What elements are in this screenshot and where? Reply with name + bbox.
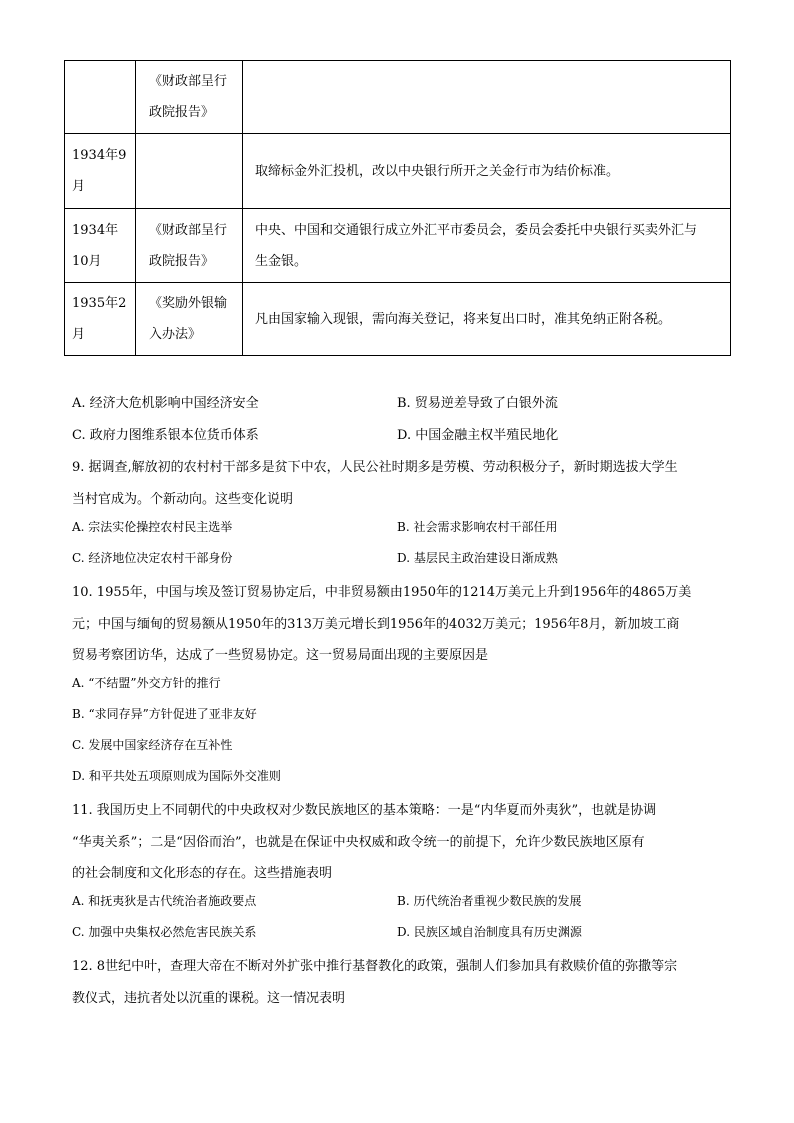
q9-option-d[interactable]: D. 基层民主政治建设日渐成熟 xyxy=(397,551,558,565)
history-table xyxy=(64,60,731,356)
q8-option-c[interactable]: C. 政府力图维系银本位货币体系 xyxy=(72,428,259,443)
table-cell-date: 1934年9 月 xyxy=(65,134,136,209)
q9-option-a[interactable]: A. 宗法实伦操控农村民主选举 xyxy=(72,520,233,534)
table-cell-content xyxy=(243,61,731,134)
table-cell-date xyxy=(65,61,136,134)
table-cell-content: 取缔标金外汇投机，改以中央银行所开之关金行市为结价标准。 xyxy=(243,134,731,209)
table-cell-source: 《奖励外银输 入办法》 xyxy=(136,283,243,356)
table-cell-content: 凡由国家输入现银，需向海关登记，将来复出口时，准其免纳正附各税。 xyxy=(243,283,731,356)
table-cell-source: 《财政部呈行 政院报告》 xyxy=(136,61,243,134)
q9-option-b[interactable]: B. 社会需求影响农村干部任用 xyxy=(397,520,558,534)
q10-stem: 10. 1955年，中国与埃及签订贸易协定后，中非贸易额由1950年的1214万美元上升到1956年的4865万美 元；中国与缅甸的贸易额从1950年的313万美元增长到1956年的4032万美元；1956年8月，新加坡工商 贸易考察团访华，达成了一些贸易协定。这一贸易局面出现的主要原因是 xyxy=(72,585,692,663)
q11-option-b[interactable]: B. 历代统治者重视少数民族的发展 xyxy=(397,894,582,908)
table-cell-source xyxy=(136,134,243,209)
q11-option-d[interactable]: D. 民族区域自治制度具有历史渊源 xyxy=(397,925,582,939)
q8-option-a[interactable]: A. 经济大危机影响中国经济安全 xyxy=(72,396,259,411)
q12-stem: 12. 8世纪中叶，查理大帝在不断对外扩张中推行基督教化的政策，强制人们参加具有救赎价值的弥撒等宗 教仪式，违抗者处以沉重的课税。这一情况表明 xyxy=(72,959,678,1006)
q9-stem: 9. 据调查,解放初的农村村干部多是贫下中农，人民公社时期多是劳模、劳动积极分子，新时期选拔大学生 当村官成为。个新动向。这些变化说明 xyxy=(72,460,678,507)
q9-option-c[interactable]: C. 经济地位决定农村干部身份 xyxy=(72,551,233,565)
table-row xyxy=(65,61,731,134)
q11-option-c[interactable]: C. 加强中央集权必然危害民族关系 xyxy=(72,925,257,939)
q10-option-c[interactable]: C. 发展中国家经济存在互补性 xyxy=(72,738,233,752)
table-cell-date: 1934年 10月 xyxy=(65,209,136,283)
table-cell-date: 1935年2 月 xyxy=(65,283,136,356)
table-row xyxy=(65,283,731,356)
q11-stem: 11. 我国历史上不同朝代的中央政权对少数民族地区的基本策略：一是“内华夏而外夷狄”，也就是协调 “华夷关系”；二是“因俗而治”，也就是在保证中央权威和政令统一的前提下，允许少数民族地区原有 的社会制度和文化形态的存在。这些措施表明 xyxy=(72,803,657,881)
table-row xyxy=(65,134,731,209)
q8-option-d[interactable]: D. 中国金融主权半殖民地化 xyxy=(397,428,559,443)
q8-option-b[interactable]: B. 贸易逆差导致了白银外流 xyxy=(397,396,558,411)
table-row xyxy=(65,209,731,283)
q10-option-b[interactable]: B. “求同存异”方针促进了亚非友好 xyxy=(72,707,257,721)
table-cell-source: 《财政部呈行 政院报告》 xyxy=(136,209,243,283)
table-cell-content: 中央、中国和交通银行成立外汇平市委员会，委员会委托中央银行买卖外汇与 生金银。 xyxy=(243,209,731,283)
q11-option-a[interactable]: A. 和抚夷狄是古代统治者施政要点 xyxy=(72,894,257,908)
q10-option-a[interactable]: A. “不结盟”外交方针的推行 xyxy=(72,676,221,690)
q10-option-d[interactable]: D. 和平共处五项原则成为国际外交准则 xyxy=(72,769,281,783)
